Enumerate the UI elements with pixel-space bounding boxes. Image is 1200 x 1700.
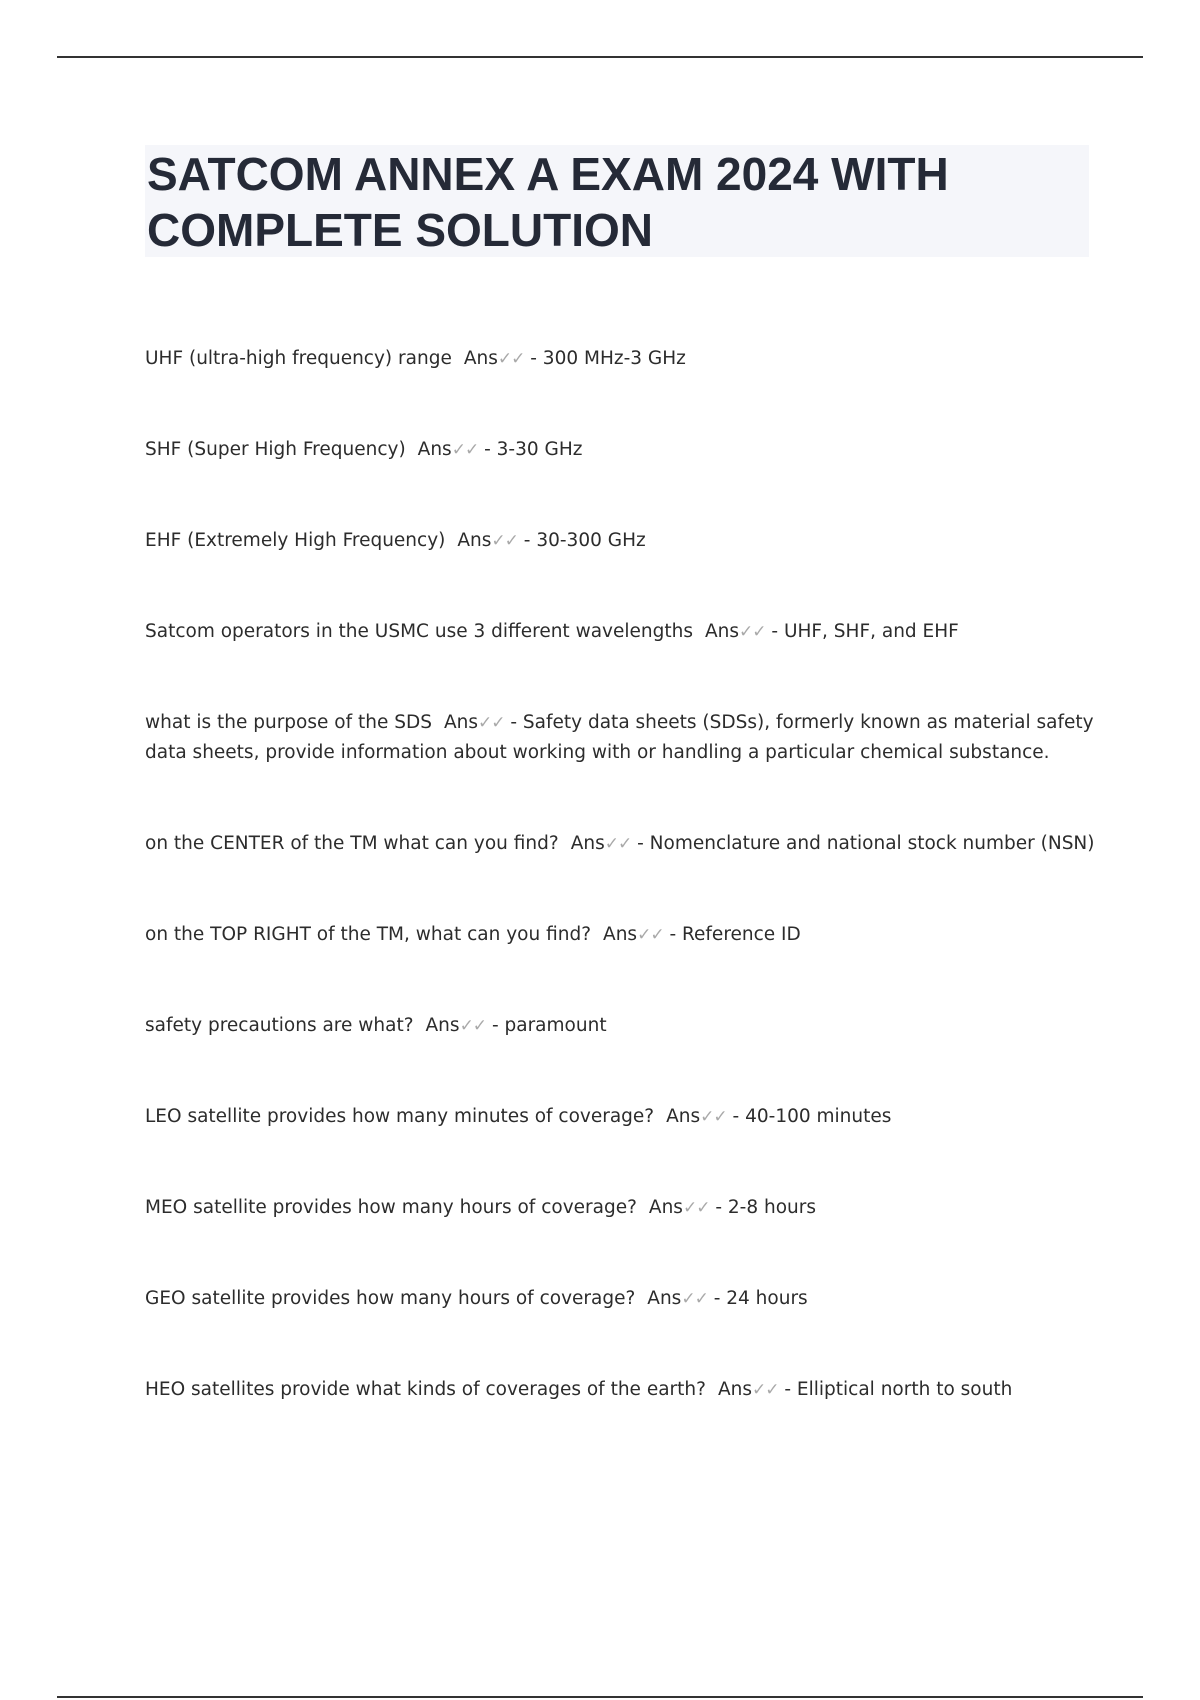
question-text: GEO satellite provides how many hours of coverage? bbox=[145, 1288, 636, 1309]
qa-item: EHF (Extremely High Frequency) Ans✓✓ - 30-300 GHz bbox=[145, 530, 646, 551]
ans-label: Ans bbox=[647, 1288, 682, 1309]
qa-item: LEO satellite provides how many minutes of coverage? Ans✓✓ - 40-100 minutes bbox=[145, 1106, 892, 1127]
ans-label: Ans bbox=[457, 530, 492, 551]
question-text: on the CENTER of the TM what can you find? bbox=[145, 833, 559, 854]
question-text: what is the purpose of the SDS bbox=[145, 712, 432, 733]
qa-item: Satcom operators in the USMC use 3 different wavelengths Ans✓✓ - UHF, SHF, and EHF bbox=[145, 621, 959, 642]
question-text: SHF (Super High Frequency) bbox=[145, 439, 406, 460]
ans-label: Ans bbox=[666, 1106, 701, 1127]
ans-label: Ans bbox=[570, 833, 605, 854]
answer-text: 300 MHz-3 GHz bbox=[542, 348, 686, 369]
answer-text: Reference ID bbox=[682, 924, 801, 945]
ans-label: Ans bbox=[717, 1379, 752, 1400]
answer-text: UHF, SHF, and EHF bbox=[783, 621, 959, 642]
double-check-icon: ✓✓ bbox=[681, 1289, 708, 1309]
answer-text: paramount bbox=[504, 1015, 607, 1036]
top-rule bbox=[57, 56, 1143, 58]
answer-text: 30-300 GHz bbox=[536, 530, 646, 551]
double-check-icon: ✓✓ bbox=[459, 1016, 487, 1036]
bottom-rule bbox=[57, 1696, 1143, 1698]
document-title bbox=[147, 146, 949, 258]
ans-label: Ans bbox=[425, 1015, 460, 1036]
double-check-icon: ✓✓ bbox=[497, 349, 525, 369]
qa-item: on the TOP RIGHT of the TM, what can you find? Ans✓✓ - Reference ID bbox=[145, 924, 801, 945]
answer-text: 2-8 hours bbox=[727, 1197, 817, 1218]
double-check-icon: ✓✓ bbox=[477, 713, 505, 733]
title-line-2: COMPLETE SOLUTION bbox=[147, 204, 653, 256]
answer-text: 40-100 minutes bbox=[745, 1106, 892, 1127]
double-check-icon: ✓✓ bbox=[491, 531, 518, 551]
double-check-icon: ✓✓ bbox=[739, 622, 766, 642]
qa-item: HEO satellites provide what kinds of coverages of the earth? Ans✓✓ - Elliptical north to south bbox=[145, 1379, 1013, 1400]
qa-item: UHF (ultra-high frequency) range Ans✓✓ - 300 MHz-3 GHz bbox=[145, 348, 686, 369]
qa-item: what is the purpose of the SDS Ans✓✓ - Safety data sheets (SDSs), formerly known as material safety data sheets, provide information about working with or handling a particular chemical substance. bbox=[145, 712, 1094, 763]
qa-item: safety precautions are what? Ans✓✓ - paramount bbox=[145, 1015, 607, 1036]
question-text: LEO satellite provides how many minutes of coverage? bbox=[145, 1106, 655, 1127]
ans-label: Ans bbox=[648, 1197, 683, 1218]
ans-label: Ans bbox=[417, 439, 452, 460]
answer-text: Nomenclature and national stock number (NSN) bbox=[649, 833, 1095, 854]
ans-label: Ans bbox=[463, 348, 498, 369]
question-text: UHF (ultra-high frequency) range bbox=[145, 348, 452, 369]
answer-text: 24 hours bbox=[726, 1288, 808, 1309]
double-check-icon: ✓✓ bbox=[700, 1107, 727, 1127]
question-text: MEO satellite provides how many hours of coverage? bbox=[145, 1197, 637, 1218]
qa-item: MEO satellite provides how many hours of coverage? Ans✓✓ - 2-8 hours bbox=[145, 1197, 817, 1218]
double-check-icon: ✓✓ bbox=[682, 1198, 710, 1218]
double-check-icon: ✓✓ bbox=[637, 925, 664, 945]
title-line-1: SATCOM ANNEX A EXAM 2024 WITH bbox=[147, 148, 949, 200]
qa-item: GEO satellite provides how many hours of coverage? Ans✓✓ - 24 hours bbox=[145, 1288, 808, 1309]
answer-text: Safety data sheets (SDSs), formerly known as material safety data sheets, provide information about working with or handling a particular chemical substance. bbox=[145, 712, 1094, 763]
question-text: HEO satellites provide what kinds of coverages of the earth? bbox=[145, 1379, 706, 1400]
question-text: Satcom operators in the USMC use 3 different wavelengths bbox=[145, 621, 693, 642]
qa-list bbox=[145, 344, 1095, 1466]
answer-text: 3-30 GHz bbox=[496, 439, 583, 460]
qa-item: on the CENTER of the TM what can you find? Ans✓✓ - Nomenclature and national stock number (NSN) bbox=[145, 833, 1095, 854]
answer-text: Elliptical north to south bbox=[796, 1379, 1013, 1400]
qa-item: SHF (Super High Frequency) Ans✓✓ - 3-30 GHz bbox=[145, 439, 583, 460]
ans-label: Ans bbox=[443, 712, 478, 733]
question-text: EHF (Extremely High Frequency) bbox=[145, 530, 446, 551]
double-check-icon: ✓✓ bbox=[751, 1380, 779, 1400]
double-check-icon: ✓✓ bbox=[604, 834, 632, 854]
question-text: safety precautions are what? bbox=[145, 1015, 414, 1036]
double-check-icon: ✓✓ bbox=[451, 440, 479, 460]
question-text: on the TOP RIGHT of the TM, what can you find? bbox=[145, 924, 592, 945]
ans-label: Ans bbox=[603, 924, 638, 945]
ans-label: Ans bbox=[704, 621, 740, 642]
